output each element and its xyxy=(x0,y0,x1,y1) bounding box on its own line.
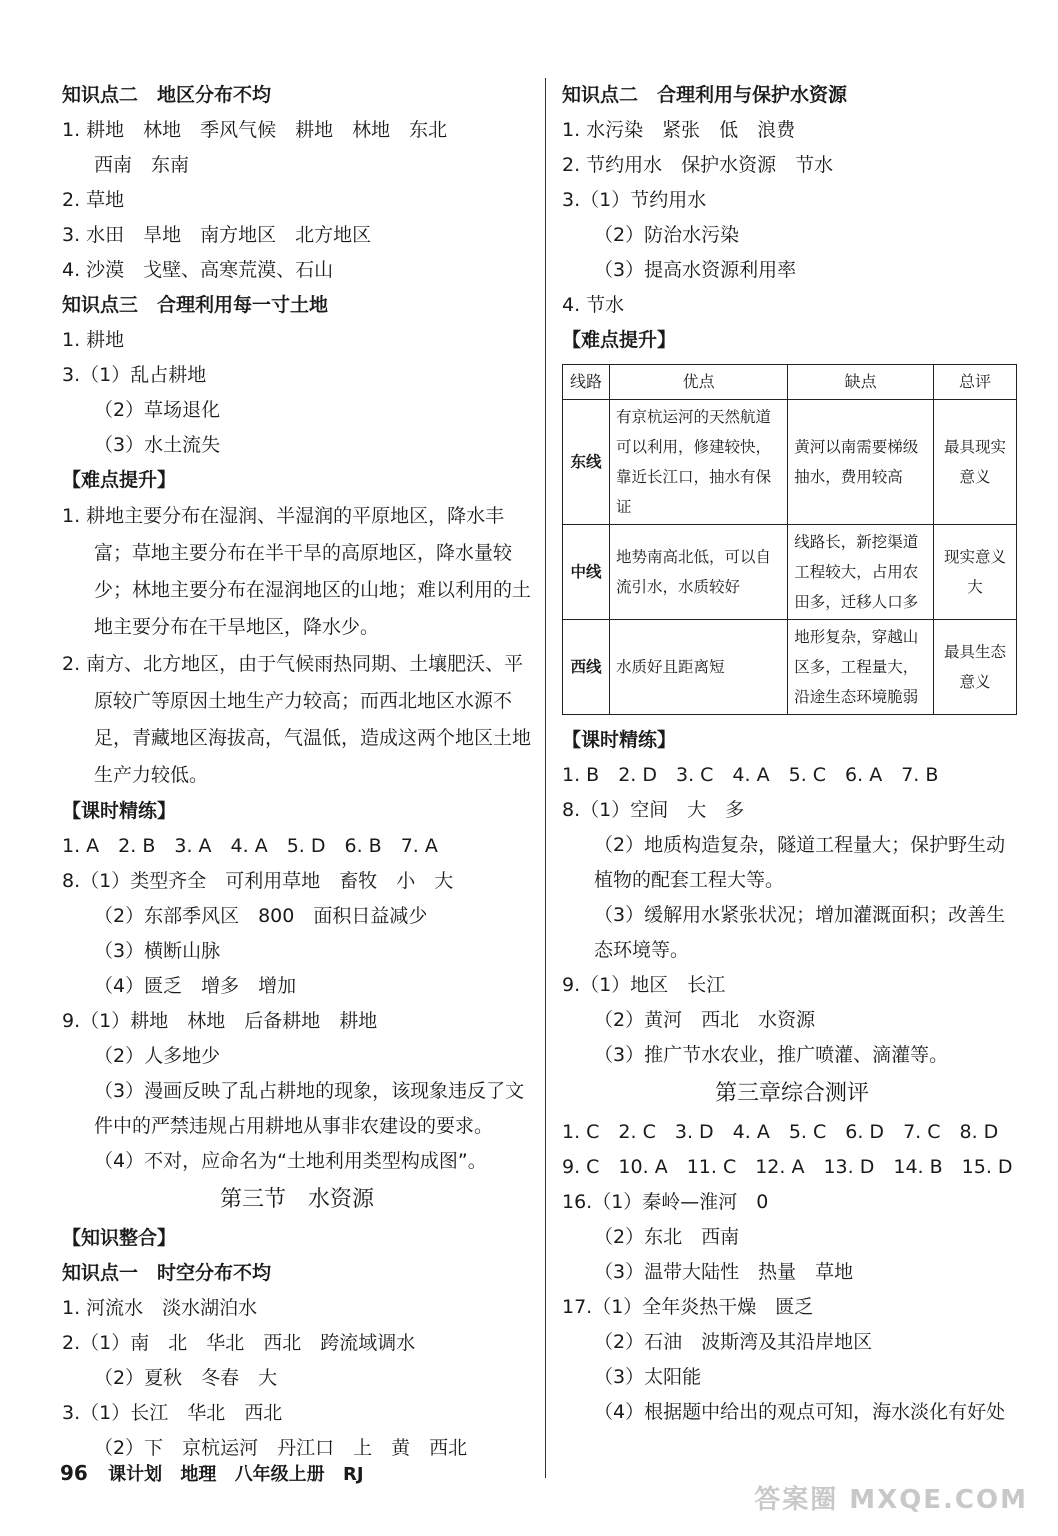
answer-line: 8.（1）空间 大 多 xyxy=(562,799,745,821)
answer-line: 1. C 2. C 3. D 4. A 5. C 6. D 7. C 8. D xyxy=(562,1121,999,1143)
answer-line: 9. C 10. A 11. C 12. A 13. D 14. B 15. D xyxy=(562,1156,1013,1178)
header-pro: 优点 xyxy=(610,365,788,400)
answer-line: 4. 沙漠 戈壁、高寒荒漠、石山 xyxy=(62,259,334,281)
answer-line: （2）下 京杭运河 丹江口 上 黄 西北 xyxy=(94,1437,468,1459)
page-number: 96 xyxy=(60,1461,88,1485)
header-route: 线路 xyxy=(563,365,610,400)
subject-name: 地理 xyxy=(180,1464,217,1485)
header-summary: 总评 xyxy=(934,365,1017,400)
answer-line: （2）黄河 西北 水资源 xyxy=(594,1009,816,1031)
answer-line: （2）人多地少 xyxy=(94,1045,221,1067)
water-transfer-table xyxy=(562,364,1017,715)
answer-line: （2）石油 波斯湾及其沿岸地区 xyxy=(594,1331,873,1353)
chapter-title: 第三章综合测评 xyxy=(714,1081,869,1106)
answer-line: 1. 耕地 xyxy=(62,329,125,351)
right-bottom-section xyxy=(562,723,1022,1430)
answer-line: 2. 南方、北方地区，由于气候雨热同期、土壤肥沃、平原较广等原因土地生产力较高；而西北地区水源不足，青藏地区海拔高，气温低，造成这两个地区土地生产力较低。 xyxy=(62,653,532,786)
section-heading: 知识点二 地区分布不均 xyxy=(62,84,272,106)
section-heading: 【课时精练】 xyxy=(62,800,177,822)
section-heading: 知识点三 合理利用每一寸土地 xyxy=(62,294,329,316)
con-cell: 地形复杂，穿越山区多，工程量大，沿途生态环境脆弱 xyxy=(788,620,934,715)
table-header-row xyxy=(563,365,1017,400)
answer-line: 8.（1）类型齐全 可利用草地 畜牧 小 大 xyxy=(62,870,454,892)
watermark-logo: 答案圈 MXQE.COM xyxy=(754,1485,1028,1515)
table-row xyxy=(563,620,1017,715)
grade-name: 八年级上册 xyxy=(234,1464,325,1485)
answer-line: 2.（1）南 北 华北 西北 跨流域调水 xyxy=(62,1332,416,1354)
answer-line: （2）防治水污染 xyxy=(594,224,740,246)
answer-line: 1. 水污染 紧张 低 浪费 xyxy=(562,119,796,141)
section-heading: 【知识整合】 xyxy=(62,1227,177,1249)
answer-line: 2. 节约用水 保护水资源 节水 xyxy=(562,154,834,176)
route-cell: 西线 xyxy=(563,620,610,715)
answer-line: 3. 水田 旱地 南方地区 北方地区 xyxy=(62,224,372,246)
answer-line: （3）水土流失 xyxy=(94,434,221,456)
chapter-title: 第三节 水资源 xyxy=(219,1187,374,1212)
section-heading: 知识点二 合理利用与保护水资源 xyxy=(562,84,848,106)
answer-line: （2）夏秋 冬春 大 xyxy=(94,1367,278,1389)
right-top-section xyxy=(562,78,1022,358)
answer-line: （2）地质构造复杂，隧道工程量大；保护野生动植物的配套工程大等。 xyxy=(594,834,1006,891)
answer-line: （3）温带大陆性 热量 草地 xyxy=(594,1261,854,1283)
answer-line: （2）草场退化 xyxy=(94,399,221,421)
book-name: 课计划 xyxy=(108,1464,163,1485)
route-cell: 中线 xyxy=(563,525,610,620)
answer-line: （2）东部季风区 800 面积日益减少 xyxy=(94,905,428,927)
summary-cell: 现实意义大 xyxy=(934,525,1017,620)
answer-line: 4. 节水 xyxy=(562,294,625,316)
con-cell: 黄河以南需要梯级抽水，费用较高 xyxy=(788,400,934,525)
summary-cell: 最具现实意义 xyxy=(934,400,1017,525)
table-row xyxy=(563,525,1017,620)
answer-line: 3.（1）乱占耕地 xyxy=(62,364,207,386)
answer-line: 1. B 2. D 3. C 4. A 5. C 6. A 7. B xyxy=(562,764,939,786)
answer-line: 16.（1）秦岭—淮河 0 xyxy=(562,1191,769,1213)
right-column xyxy=(562,78,1022,1430)
answer-line: 17.（1）全年炎热干燥 匮乏 xyxy=(562,1296,814,1318)
answer-line: 1. 河流水 淡水湖泊水 xyxy=(62,1297,258,1319)
left-column xyxy=(62,78,532,1466)
answer-line: 9.（1）耕地 林地 后备耕地 耕地 xyxy=(62,1010,378,1032)
answer-line: （3）提高水资源利用率 xyxy=(594,259,797,281)
pro-cell: 水质好且距离短 xyxy=(610,620,788,715)
answer-line: 3.（1）节约用水 xyxy=(562,189,707,211)
answer-line: （2）东北 西南 xyxy=(594,1226,740,1248)
answer-line: （3）太阳能 xyxy=(594,1366,702,1388)
pro-cell: 地势南高北低，可以自流引水，水质较好 xyxy=(610,525,788,620)
section-heading: 【难点提升】 xyxy=(62,469,177,491)
table-row xyxy=(563,400,1017,525)
answer-line: （3）横断山脉 xyxy=(94,940,221,962)
section-heading: 【难点提升】 xyxy=(562,329,677,351)
header-con: 缺点 xyxy=(788,365,934,400)
section-heading: 知识点一 时空分布不均 xyxy=(62,1262,272,1284)
answer-line: 1. 耕地 林地 季风气候 耕地 林地 东北 xyxy=(62,119,448,141)
column-divider xyxy=(545,78,546,1478)
answer-line: （3）漫画反映了乱占耕地的现象，该现象违反了文件中的严禁违规占用耕地从事非农建设的要求。 xyxy=(94,1080,525,1137)
answer-line: 1. A 2. B 3. A 4. A 5. D 6. B 7. A xyxy=(62,835,438,857)
answer-line: （4）根据题中给出的观点可知，海水淡化有好处 xyxy=(594,1401,1006,1423)
answer-line: 1. 耕地主要分布在湿润、半湿润的平原地区，降水丰富；草地主要分布在半干旱的高原地区，降水量较少；林地主要分布在湿润地区的山地；难以利用的土地主要分布在干旱地区，降水少。 xyxy=(62,505,532,638)
summary-cell: 最具生态意义 xyxy=(934,620,1017,715)
con-cell: 线路长，新挖渠道工程较大，占用农田多，迁移人口多 xyxy=(788,525,934,620)
edition-code: RJ xyxy=(342,1464,364,1485)
pro-cell: 有京杭运河的天然航道可以利用，修建较快，靠近长江口，抽水有保证 xyxy=(610,400,788,525)
answer-line: 2. 草地 xyxy=(62,189,125,211)
section-heading: 【课时精练】 xyxy=(562,729,677,751)
answer-line: 西南 东南 xyxy=(94,154,190,176)
answer-line: 9.（1）地区 长江 xyxy=(562,974,726,996)
answer-line: （4）不对，应命名为“土地利用类型构成图”。 xyxy=(94,1150,487,1172)
page-footer xyxy=(60,1460,376,1486)
route-cell: 东线 xyxy=(563,400,610,525)
answer-line: （3）推广节水农业，推广喷灌、滴灌等。 xyxy=(594,1044,949,1066)
answer-line: （3）缓解用水紧张状况；增加灌溉面积；改善生态环境等。 xyxy=(594,904,1006,961)
answer-line: 3.（1）长江 华北 西北 xyxy=(62,1402,283,1424)
answer-line: （4）匮乏 增多 增加 xyxy=(94,975,297,997)
